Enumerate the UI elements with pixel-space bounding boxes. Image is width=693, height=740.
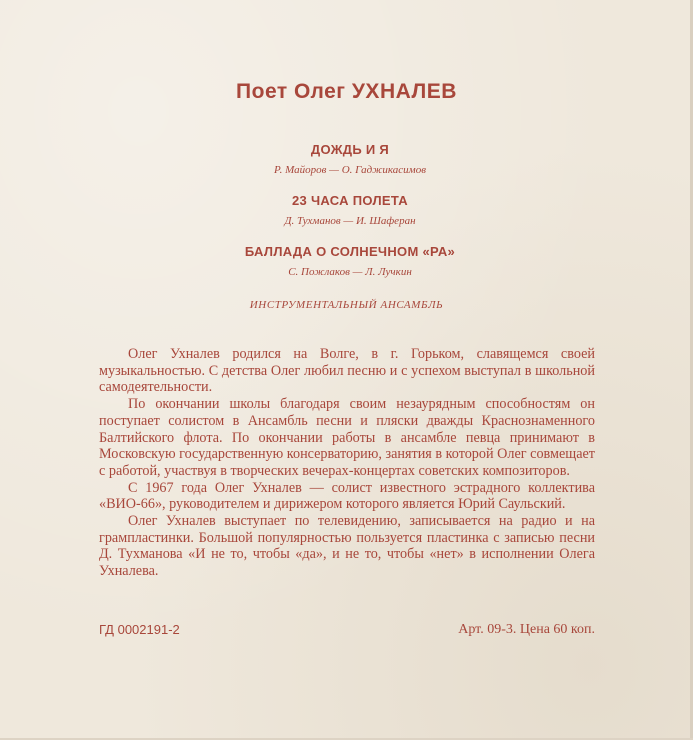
price-label: Арт. 09-3. Цена 60 коп.	[458, 622, 595, 637]
song-credit: Д. Тухманов — И. Шаферан	[284, 215, 416, 227]
song-title: 23 ЧАСА ПОЛЕТА	[292, 193, 408, 208]
song-title: ДОЖДЬ И Я	[310, 142, 390, 157]
page-title: Поет Олег УХНАЛЕВ	[236, 80, 457, 103]
song-entry	[200, 244, 500, 278]
song-credit: С. Пожлаков — Л. Лучкин	[288, 266, 412, 278]
bio-paragraph: Олег Ухналев выступает по телевидению, записывается на радио и на грампластинки. Большой популярностью пользуется пластинка с записью песни Д. Тухманова «И не то, чтобы «да», и не то, чтобы «нет» в исполнении Олега Ухналева.	[99, 513, 595, 580]
bio-paragraph: С 1967 года Олег Ухналев — солист известного эстрадного коллектива «ВИО-66», руководителем и дирижером которого является Юрий Саульский.	[99, 479, 595, 513]
bio-paragraph: Олег Ухналев родился на Волге, в г. Горьком, славящемся своей музыкальностью. С детства Олег любил песню и с успехом выступал в школьной самодеятельности.	[99, 346, 595, 396]
song-title: БАЛЛАДА О СОЛНЕЧНОМ «РА»	[244, 244, 456, 259]
biography-text	[99, 346, 595, 580]
bio-paragraph: По окончании школы благодаря своим незаурядным способностям он поступает солистом в Ансамбль песни и пляски дважды Краснознаменного Балтийского флота. По окончании работы в ансамбле певца принимают в Московскую государственную консерваторию, занятия в которой Олег совмещает с работой, участвуя в творческих вечерах-концертах советских композиторов.	[99, 396, 595, 479]
song-entry	[200, 142, 500, 176]
song-credit: Р. Майоров — О. Гаджикасимов	[274, 164, 426, 176]
catalog-number: ГД 0002191-2	[99, 622, 180, 637]
ensemble-credit: ИНСТРУМЕНТАЛЬНЫЙ АНСАМБЛЬ	[249, 299, 444, 311]
song-entry	[200, 193, 500, 227]
